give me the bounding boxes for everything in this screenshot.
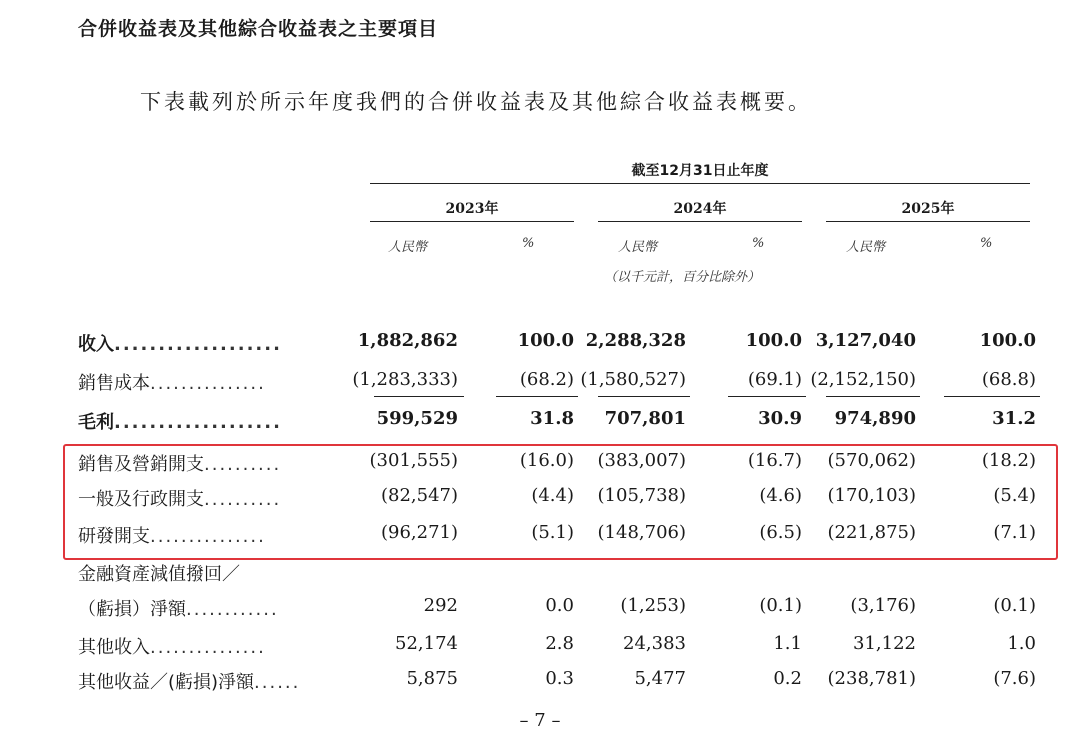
row-label-text: 其他收入 bbox=[78, 637, 150, 658]
table-cell: 31.2 bbox=[992, 408, 1036, 429]
subtotal-rule-c4 bbox=[728, 396, 806, 397]
table-cell: 24,383 bbox=[623, 633, 686, 654]
row-label bbox=[78, 633, 266, 659]
row-label-text: （虧損）淨額 bbox=[78, 599, 186, 620]
table-cell: 100.0 bbox=[517, 330, 574, 351]
row-label bbox=[78, 595, 279, 621]
year-header-2024: 2024年 bbox=[673, 201, 727, 217]
table-cell: (68.2) bbox=[519, 369, 574, 390]
table-row bbox=[0, 595, 1080, 625]
percent-label-2023: % bbox=[522, 236, 535, 251]
year-header-2025: 2025年 bbox=[901, 201, 955, 217]
table-cell: (2,152,150) bbox=[810, 369, 916, 390]
table-cell: (0.1) bbox=[993, 595, 1036, 616]
row-label bbox=[78, 330, 282, 356]
subtotal-rule-c5 bbox=[826, 396, 920, 397]
table-cell: (570,062) bbox=[827, 450, 916, 471]
table-row bbox=[0, 633, 1080, 663]
table-cell: (0.1) bbox=[759, 595, 802, 616]
table-cell: (82,547) bbox=[380, 485, 458, 506]
currency-label-2025: 人民幣 bbox=[846, 240, 886, 255]
row-leader-dots: ............... bbox=[150, 637, 266, 658]
row-label-text: 銷售及營銷開支 bbox=[78, 454, 204, 475]
table-cell: (1,580,527) bbox=[580, 369, 686, 390]
row-leader-dots: ...... bbox=[254, 672, 301, 693]
table-cell: 100.0 bbox=[979, 330, 1036, 351]
year-rule-2025 bbox=[826, 221, 1030, 222]
subtotal-rule-c1 bbox=[374, 396, 464, 397]
row-leader-dots: ............ bbox=[186, 599, 279, 620]
table-cell: 0.0 bbox=[545, 595, 574, 616]
period-header: 截至12月31日止年度 bbox=[631, 163, 769, 179]
table-cell: 1,882,862 bbox=[357, 330, 458, 351]
table-cell: (18.2) bbox=[981, 450, 1036, 471]
table-cell: 3,127,040 bbox=[815, 330, 916, 351]
row-label bbox=[78, 560, 240, 586]
row-leader-dots: ................... bbox=[114, 412, 282, 433]
table-cell: 52,174 bbox=[395, 633, 458, 654]
table-cell: (16.0) bbox=[519, 450, 574, 471]
table-cell: 1.0 bbox=[1007, 633, 1036, 654]
row-label-text: 銷售成本 bbox=[78, 373, 150, 394]
table-cell: (5.1) bbox=[531, 522, 574, 543]
year-rule-2023 bbox=[370, 221, 574, 222]
row-label-text: 其他收益／(虧損)淨額 bbox=[78, 672, 255, 693]
section-heading: 合併收益表及其他綜合收益表之主要項目 bbox=[78, 18, 439, 40]
table-cell: 100.0 bbox=[745, 330, 802, 351]
row-leader-dots: .......... bbox=[204, 454, 282, 475]
table-cell: 974,890 bbox=[834, 408, 916, 429]
header-rule bbox=[370, 183, 1030, 184]
table-cell: 31.8 bbox=[530, 408, 574, 429]
row-label-text: 收入 bbox=[78, 334, 114, 355]
table-cell: 5,875 bbox=[406, 668, 458, 689]
row-label bbox=[78, 668, 300, 694]
table-cell: (5.4) bbox=[993, 485, 1036, 506]
unit-note: （以千元計，百分比除外） bbox=[604, 270, 761, 285]
table-cell: (238,781) bbox=[827, 668, 916, 689]
table-cell: (221,875) bbox=[827, 522, 916, 543]
table-cell: (16.7) bbox=[747, 450, 802, 471]
subtotal-rule-c2 bbox=[496, 396, 578, 397]
table-cell: 2.8 bbox=[545, 633, 574, 654]
table-cell: 0.3 bbox=[545, 668, 574, 689]
percent-label-2025: % bbox=[980, 236, 993, 251]
currency-label-2023: 人民幣 bbox=[388, 240, 428, 255]
table-cell: 1.1 bbox=[773, 633, 802, 654]
table-cell: (170,103) bbox=[827, 485, 916, 506]
row-leader-dots: .......... bbox=[204, 489, 282, 510]
table-cell: 292 bbox=[423, 595, 458, 616]
row-leader-dots: ............... bbox=[150, 373, 266, 394]
intro-paragraph: 下表載列於所示年度我們的合併收益表及其他綜合收益表概要。 bbox=[140, 90, 812, 114]
table-cell: (96,271) bbox=[380, 522, 458, 543]
table-cell: (4.4) bbox=[531, 485, 574, 506]
table-row bbox=[0, 560, 1080, 590]
page-number: – 7 – bbox=[519, 710, 561, 731]
table-cell: 2,288,328 bbox=[585, 330, 686, 351]
table-cell: (383,007) bbox=[597, 450, 686, 471]
table-cell: (1,283,333) bbox=[352, 369, 458, 390]
highlight-box bbox=[63, 444, 1058, 560]
row-leader-dots: ................... bbox=[114, 334, 282, 355]
table-cell: (148,706) bbox=[597, 522, 686, 543]
table-cell: (6.5) bbox=[759, 522, 802, 543]
table-cell: (69.1) bbox=[747, 369, 802, 390]
table-cell: 599,529 bbox=[376, 408, 458, 429]
percent-label-2024: % bbox=[752, 236, 765, 251]
subtotal-rule-c6 bbox=[944, 396, 1040, 397]
table-cell: (7.6) bbox=[993, 668, 1036, 689]
table-cell: 5,477 bbox=[634, 668, 686, 689]
table-row bbox=[0, 668, 1080, 698]
row-label bbox=[78, 369, 266, 395]
table-cell: (7.1) bbox=[993, 522, 1036, 543]
table-cell: (68.8) bbox=[981, 369, 1036, 390]
currency-label-2024: 人民幣 bbox=[618, 240, 658, 255]
row-label bbox=[78, 408, 282, 434]
row-label-text: 毛利 bbox=[78, 412, 114, 433]
table-cell: (4.6) bbox=[759, 485, 802, 506]
row-label-text: 金融資產減值撥回／ bbox=[78, 564, 240, 585]
table-cell: 31,122 bbox=[853, 633, 916, 654]
table-row bbox=[0, 408, 1080, 438]
table-cell: 0.2 bbox=[773, 668, 802, 689]
row-label-text: 一般及行政開支 bbox=[78, 489, 204, 510]
table-cell: (1,253) bbox=[620, 595, 686, 616]
subtotal-rule-c3 bbox=[598, 396, 690, 397]
row-label-text: 研發開支 bbox=[78, 526, 150, 547]
table-cell: (3,176) bbox=[850, 595, 916, 616]
table-row bbox=[0, 330, 1080, 360]
year-header-2023: 2023年 bbox=[445, 201, 499, 217]
table-cell: (301,555) bbox=[369, 450, 458, 471]
year-rule-2024 bbox=[598, 221, 802, 222]
table-cell: 30.9 bbox=[758, 408, 802, 429]
table-cell: 707,801 bbox=[604, 408, 686, 429]
table-cell: (105,738) bbox=[597, 485, 686, 506]
row-leader-dots: ............... bbox=[150, 526, 266, 547]
table-row bbox=[0, 369, 1080, 399]
